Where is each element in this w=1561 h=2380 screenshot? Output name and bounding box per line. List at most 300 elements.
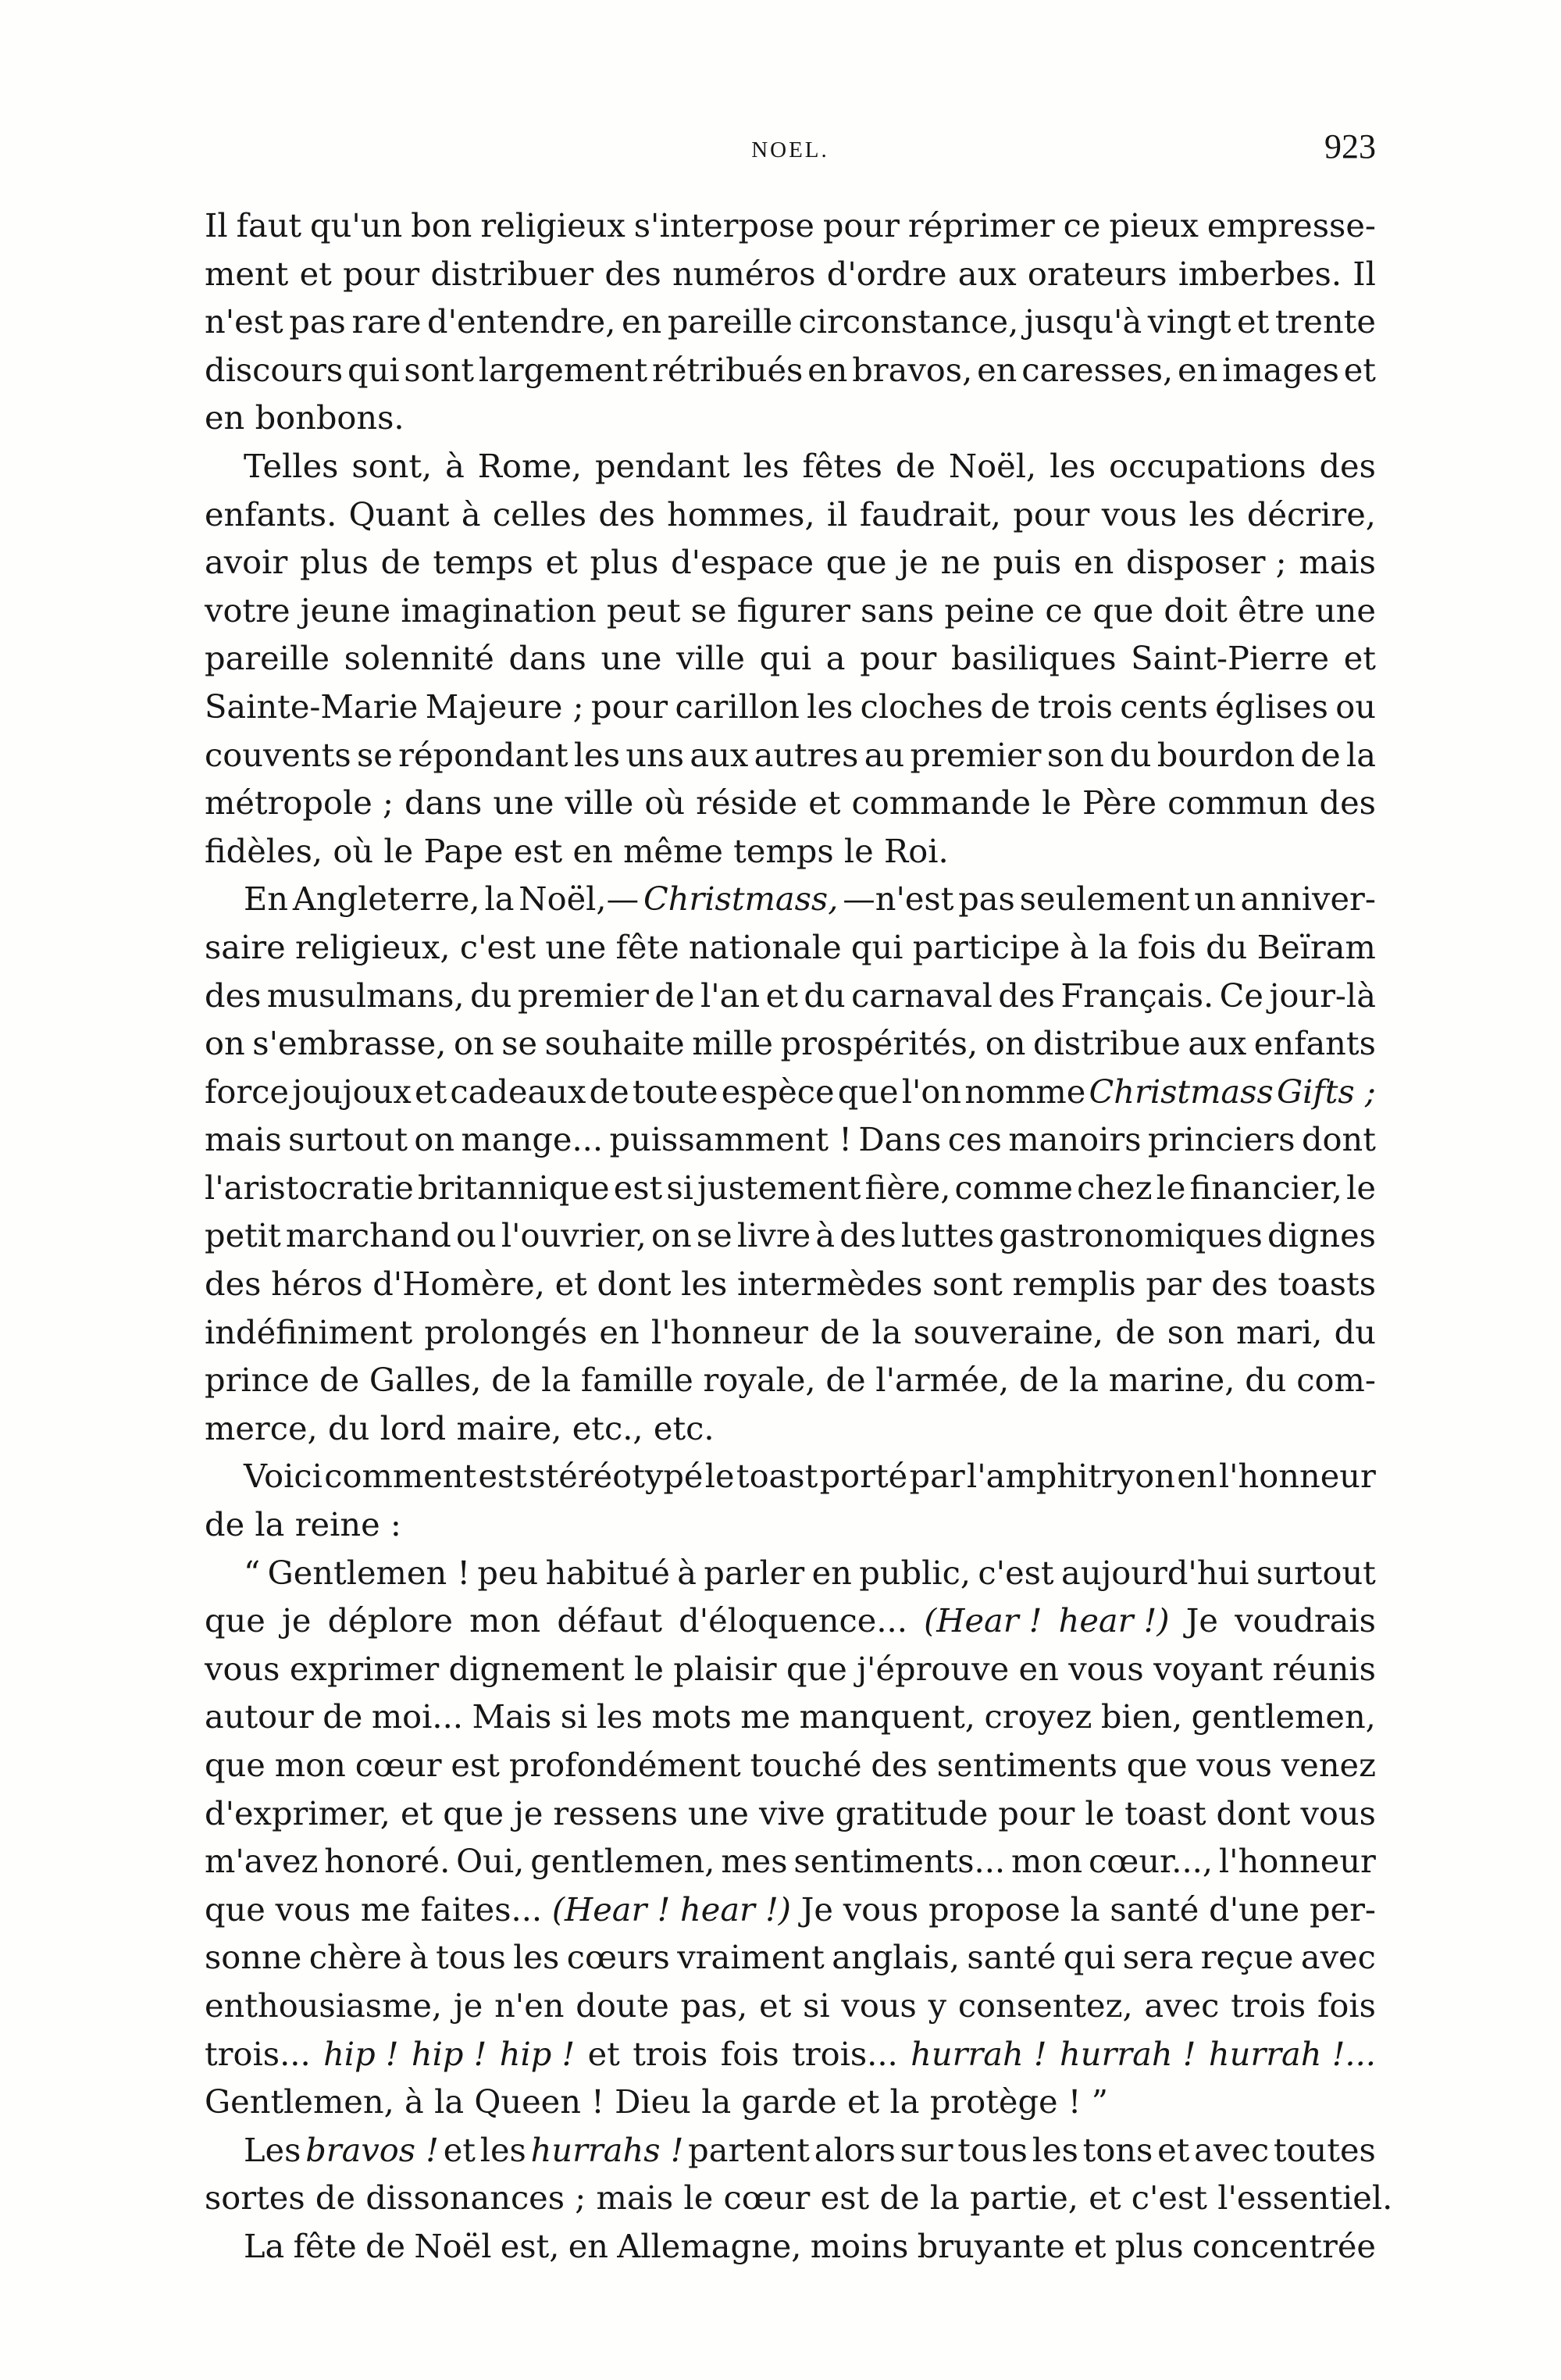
word: le xyxy=(634,1649,664,1688)
word: défaut xyxy=(557,1601,662,1640)
word: de xyxy=(323,1697,363,1736)
word: mille xyxy=(692,1024,773,1063)
word: remplis xyxy=(1012,1265,1136,1304)
word: voyant xyxy=(1153,1649,1263,1688)
word: cœur xyxy=(355,1746,442,1784)
word: doit xyxy=(1164,591,1228,630)
word: pour xyxy=(998,1793,1075,1832)
text-line xyxy=(205,1982,1376,2030)
word: est xyxy=(451,1746,500,1784)
word: protège ! xyxy=(929,2082,1082,2121)
word: trois xyxy=(1231,1986,1306,2025)
word: carillon xyxy=(675,687,800,726)
word: parler xyxy=(704,1553,805,1592)
word: com- xyxy=(1296,1361,1376,1400)
word: Je xyxy=(1185,1601,1218,1640)
word: premier xyxy=(910,735,1042,774)
word: etc. xyxy=(653,1408,715,1447)
word: dignes xyxy=(1267,1216,1376,1255)
word: peine xyxy=(944,591,1035,630)
word: se xyxy=(356,735,393,774)
word: sont xyxy=(404,350,475,389)
word: pour xyxy=(591,687,668,726)
word: disposer ; xyxy=(1126,543,1287,582)
word: de xyxy=(1019,1361,1060,1400)
word: l'honneur xyxy=(650,1312,808,1351)
word: Queen ! xyxy=(474,2082,604,2121)
word: aux xyxy=(957,254,1017,293)
word: les xyxy=(1189,494,1235,533)
word: les xyxy=(596,1697,643,1736)
word: chez xyxy=(1077,1168,1153,1207)
word: reçue xyxy=(1200,1938,1294,1977)
word: concentrée xyxy=(1192,2226,1376,2265)
word: le xyxy=(1042,783,1071,822)
word: on xyxy=(453,1024,494,1063)
word: solennité xyxy=(344,639,494,678)
word: ces xyxy=(947,1120,1002,1159)
word: je xyxy=(899,543,928,582)
word: mais xyxy=(596,2178,674,2218)
word: toutes xyxy=(1273,2130,1376,2169)
word: dont xyxy=(597,1265,672,1304)
word: et xyxy=(1343,350,1376,389)
word: Noël, xyxy=(948,446,1037,485)
word: plaisir xyxy=(673,1649,777,1688)
word: plus xyxy=(1114,2226,1184,2265)
word: maire, xyxy=(456,1408,562,1447)
word: l'armée, xyxy=(875,1361,1010,1400)
word: Il xyxy=(1353,254,1376,293)
word: en xyxy=(807,350,848,389)
word: de xyxy=(205,1505,245,1544)
word: britannique xyxy=(417,1168,610,1207)
word: mes xyxy=(721,1842,788,1881)
word: les xyxy=(479,2130,526,2169)
word: où xyxy=(644,783,686,822)
text-line xyxy=(205,1019,1376,1068)
word: de xyxy=(825,1361,866,1400)
word: qui xyxy=(850,927,903,966)
word: La xyxy=(244,2226,285,2265)
word: la xyxy=(434,2082,465,2121)
word: si xyxy=(666,1168,693,1207)
word: carnaval xyxy=(851,976,993,1015)
word: Noël,— xyxy=(519,880,640,919)
word: les xyxy=(1032,2130,1078,2169)
word: en xyxy=(1074,543,1114,582)
word: j'éprouve xyxy=(857,1649,1010,1688)
word: des xyxy=(871,1746,928,1784)
word: autres xyxy=(754,735,859,774)
word: enfants xyxy=(1253,1024,1376,1063)
word: ou xyxy=(1335,687,1376,726)
text-line xyxy=(205,394,1376,442)
word: hurrah !... xyxy=(1208,2034,1376,2073)
word: comment xyxy=(324,1457,477,1496)
word: pendant xyxy=(594,446,730,485)
word: consentez, xyxy=(957,1986,1133,2025)
word: distribue xyxy=(1033,1024,1181,1063)
word: dans xyxy=(508,639,586,678)
word: Dieu xyxy=(615,2082,691,2121)
word: prince xyxy=(205,1361,310,1400)
text-line xyxy=(205,634,1376,683)
word: seulement xyxy=(1019,880,1190,919)
word: mais xyxy=(1299,543,1376,582)
word: ou xyxy=(456,1216,497,1255)
word: églises xyxy=(1215,687,1328,726)
text-line xyxy=(205,2078,1376,2126)
word: l'amphitryon xyxy=(966,1457,1175,1496)
word: propose xyxy=(928,1889,1060,1929)
word: d'espace xyxy=(671,543,814,582)
word: si xyxy=(560,1697,588,1736)
word: des xyxy=(205,1265,262,1304)
word: Christmass, xyxy=(643,880,839,919)
word: l'an xyxy=(700,976,761,1015)
word: en xyxy=(599,1312,640,1351)
word: hurrah ! xyxy=(1060,2034,1196,2073)
word: l'on xyxy=(901,1072,962,1111)
word: anglais, xyxy=(832,1938,960,1977)
text-line xyxy=(205,827,1376,876)
word: Roi. xyxy=(884,831,949,870)
text-line xyxy=(205,1356,1376,1404)
text-line xyxy=(205,779,1376,827)
word: gratitude xyxy=(835,1793,989,1832)
word: hip ! xyxy=(499,2034,576,2073)
word: intermèdes xyxy=(737,1265,923,1304)
word: fois xyxy=(1137,927,1196,966)
word: ville xyxy=(676,639,745,678)
word: de xyxy=(365,2226,406,2265)
text-line xyxy=(205,1549,1376,1597)
word: aujourd'hui xyxy=(1060,1553,1249,1592)
word: public, xyxy=(859,1553,971,1592)
word: à xyxy=(461,494,481,533)
word: dignement xyxy=(448,1649,625,1688)
word: Les xyxy=(244,2130,301,2169)
word: vous xyxy=(843,1889,919,1929)
word: moi... xyxy=(371,1697,463,1736)
word: jeune xyxy=(300,591,391,630)
word: la xyxy=(889,2082,920,2121)
word: que xyxy=(1092,591,1154,630)
word: gentlemen, xyxy=(1191,1697,1376,1736)
word: chère xyxy=(308,1938,402,1977)
word: le xyxy=(1156,1168,1186,1207)
word: m'avez xyxy=(205,1842,319,1881)
word: bravos, xyxy=(852,350,973,389)
word: royale, xyxy=(703,1361,816,1400)
word: un xyxy=(1194,880,1236,919)
word: pareille xyxy=(205,639,330,678)
word: une xyxy=(687,1793,749,1832)
word: Quant xyxy=(348,494,450,533)
text-line xyxy=(205,1933,1376,1982)
text-line xyxy=(205,2030,1376,2078)
word: trois xyxy=(1037,687,1113,726)
word: votre xyxy=(205,591,290,630)
word: c'est xyxy=(978,1553,1054,1592)
word: bonbons. xyxy=(255,398,405,437)
word: Gentlemen ! xyxy=(267,1553,471,1592)
word: du xyxy=(1110,735,1152,774)
word: vraiment xyxy=(677,1938,825,1977)
text-line xyxy=(205,442,1376,491)
word: Dans xyxy=(858,1120,942,1159)
word: de xyxy=(654,976,695,1015)
word: métropole ; xyxy=(205,783,394,822)
word: cadeaux xyxy=(450,1072,586,1111)
page-number: 923 xyxy=(1324,127,1376,166)
word: largement xyxy=(478,350,648,389)
word: se xyxy=(696,1216,732,1255)
word: et xyxy=(299,254,332,293)
word: nomme xyxy=(964,1072,1086,1111)
word: me xyxy=(740,1697,791,1736)
word: fière, xyxy=(864,1168,951,1207)
word: tons xyxy=(1082,2130,1153,2169)
word: des xyxy=(998,976,1055,1015)
word: faites... xyxy=(420,1889,543,1929)
word: de xyxy=(589,1072,629,1111)
word: hip ! xyxy=(323,2034,399,2073)
word: toast xyxy=(1124,1793,1206,1832)
word: prospérités, xyxy=(780,1024,978,1063)
word: à xyxy=(677,1553,697,1592)
word: la xyxy=(1068,1361,1099,1400)
word: pour xyxy=(343,254,420,293)
word: anniver- xyxy=(1240,880,1376,919)
word: bravos ! xyxy=(305,2130,439,2169)
word: trente xyxy=(1274,302,1376,341)
word: vous xyxy=(1196,1746,1272,1784)
text-line xyxy=(205,538,1376,587)
text-line xyxy=(205,250,1376,298)
word: de xyxy=(879,2178,920,2218)
word: enthousiasme, xyxy=(205,1986,443,2025)
word: en xyxy=(811,1553,852,1592)
word: honoré. xyxy=(324,1842,451,1881)
word: peut xyxy=(606,591,681,630)
word: Noël xyxy=(414,2226,492,2265)
word: qui xyxy=(759,639,812,678)
word: cœur..., xyxy=(1088,1842,1214,1881)
word: des xyxy=(1211,1265,1268,1304)
word: imagination xyxy=(401,591,597,630)
word: et xyxy=(847,2082,880,2121)
text-line xyxy=(205,491,1376,539)
word: que xyxy=(205,1601,266,1640)
word: etc., xyxy=(572,1408,643,1447)
word: habitué xyxy=(545,1553,670,1592)
word: toasts xyxy=(1278,1265,1376,1304)
word: vous xyxy=(275,1889,351,1929)
word: cœurs xyxy=(566,1938,670,1977)
word: se xyxy=(501,1024,538,1063)
word: religieux, xyxy=(294,927,451,966)
word: réunis xyxy=(1272,1649,1376,1688)
text-line xyxy=(205,972,1376,1020)
word: aux xyxy=(690,735,749,774)
word: manoirs xyxy=(1008,1120,1142,1159)
word: espèce xyxy=(721,1072,835,1111)
text-line xyxy=(205,1741,1376,1789)
word: pour xyxy=(822,206,900,244)
word: je xyxy=(282,1601,312,1640)
word: Il xyxy=(205,206,228,244)
word: per- xyxy=(1309,1889,1376,1929)
word: fidèles, xyxy=(205,831,323,870)
word: les xyxy=(681,1265,728,1304)
word: pareille xyxy=(667,302,793,341)
word: réprimer xyxy=(907,206,1055,244)
word: temps xyxy=(433,543,533,582)
text-line xyxy=(205,683,1376,731)
word: mari, xyxy=(1235,1312,1323,1351)
word: le xyxy=(704,1457,735,1496)
word: couvents xyxy=(205,735,351,774)
word: rétribués xyxy=(651,350,804,389)
word: pas, xyxy=(680,1986,748,2025)
text-line xyxy=(205,1068,1376,1116)
word: religieux xyxy=(480,206,625,244)
word: trois... xyxy=(205,2034,311,2073)
word: plus xyxy=(590,543,659,582)
word: le xyxy=(843,831,874,870)
word: sonne xyxy=(205,1938,302,1977)
word: commande xyxy=(851,783,1032,822)
text-line xyxy=(205,2126,1376,2175)
word: de xyxy=(491,1361,532,1400)
text-line xyxy=(205,202,1376,250)
word: sortes xyxy=(205,2178,305,2218)
word: financier, xyxy=(1189,1168,1342,1207)
word: famille xyxy=(580,1361,693,1400)
word: à xyxy=(815,1216,836,1255)
word: pour xyxy=(1013,494,1090,533)
word: Français. xyxy=(1060,976,1214,1015)
word: en xyxy=(572,831,613,870)
word: de xyxy=(820,1312,861,1351)
word: Père xyxy=(1082,783,1157,822)
word: l'honneur xyxy=(1218,1842,1376,1881)
word: du xyxy=(470,976,512,1015)
word: vous xyxy=(1068,1649,1144,1688)
text-line xyxy=(205,731,1376,780)
word: vous xyxy=(1101,494,1178,533)
word: de xyxy=(380,543,421,582)
word: faut xyxy=(236,206,302,244)
word: figurer xyxy=(736,591,850,630)
word: petit xyxy=(205,1216,281,1255)
word: manquent, xyxy=(799,1697,975,1736)
word: sera xyxy=(1122,1938,1194,1977)
word: la xyxy=(929,2178,960,2218)
word: (Hear ! xyxy=(924,1601,1042,1640)
word: et xyxy=(1074,2226,1107,2265)
word: santé xyxy=(1110,1889,1199,1929)
word: Sainte-Marie xyxy=(205,687,419,726)
word: cœur xyxy=(723,2178,811,2218)
word: Gentlemen, xyxy=(205,2082,394,2121)
word: exprimer xyxy=(289,1649,440,1688)
word: la xyxy=(541,1361,572,1400)
word: et xyxy=(808,783,841,822)
word: ment xyxy=(205,254,289,293)
word: on xyxy=(650,1216,692,1255)
word: Angleterre, xyxy=(292,880,480,919)
word: et xyxy=(587,2034,620,2073)
word: images xyxy=(1222,350,1339,389)
word: des xyxy=(1319,446,1376,485)
word: je xyxy=(453,1986,483,2025)
word: marchand xyxy=(285,1216,451,1255)
word: les xyxy=(807,687,854,726)
word: Voici xyxy=(244,1457,323,1496)
word: avoir xyxy=(205,543,288,582)
word: les xyxy=(513,1938,560,1977)
word: toast xyxy=(736,1457,818,1496)
word: l'ouvrier, xyxy=(501,1216,647,1255)
word: livre xyxy=(736,1216,811,1255)
word: numéros xyxy=(672,254,816,293)
word: la xyxy=(1070,1889,1100,1929)
word: si xyxy=(803,1986,830,2025)
word: caresses, xyxy=(1021,350,1174,389)
word: garde xyxy=(741,2082,837,2121)
word: hear !) xyxy=(1058,1601,1170,1640)
word: “ xyxy=(244,1553,261,1592)
word: justement xyxy=(697,1168,861,1207)
word: indéfiniment xyxy=(205,1312,413,1351)
word: aux xyxy=(1188,1024,1247,1063)
word: à xyxy=(445,446,465,485)
word: et xyxy=(1089,2178,1121,2218)
word: de xyxy=(990,687,1031,726)
word: saire xyxy=(205,927,286,966)
word: on xyxy=(985,1024,1026,1063)
word: n'est xyxy=(205,302,283,341)
word: touché xyxy=(750,1746,862,1784)
word: comme xyxy=(954,1168,1073,1207)
word: mots xyxy=(651,1697,732,1736)
word: est xyxy=(820,2178,870,2218)
word: sentiments... xyxy=(793,1842,1006,1881)
word: vingt xyxy=(1147,302,1231,341)
word: héros xyxy=(271,1265,363,1304)
word: vive xyxy=(758,1793,825,1832)
word: fête xyxy=(293,2226,357,2265)
word: d'Homère, xyxy=(372,1265,545,1304)
word: surtout xyxy=(1256,1553,1376,1592)
word: —n'est xyxy=(843,880,954,919)
word: musulmans, xyxy=(266,976,465,1015)
word: premier xyxy=(517,976,649,1015)
word: Saint-Pierre xyxy=(1131,639,1330,678)
word: le xyxy=(383,831,414,870)
word: des xyxy=(598,494,655,533)
word: la xyxy=(484,880,515,919)
word: Telles xyxy=(244,446,339,485)
word: lord xyxy=(380,1408,447,1447)
text-line xyxy=(205,1115,1376,1164)
word: dissonances ; xyxy=(365,2178,586,2218)
word: occupations xyxy=(1109,446,1306,485)
word: discours xyxy=(205,350,344,389)
